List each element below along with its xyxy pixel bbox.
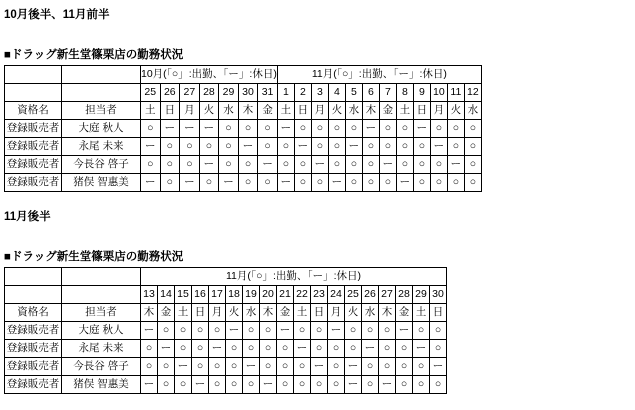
mark-cell: ○	[413, 174, 430, 192]
mark-cell: ○	[413, 138, 430, 156]
mark-cell: ー	[277, 322, 294, 340]
mark-cell: ー	[199, 156, 219, 174]
weekday-cell: 月	[180, 102, 200, 120]
mark-cell: ○	[277, 340, 294, 358]
column-header-qualification: 資格名	[5, 102, 62, 120]
mark-cell: ○	[345, 340, 362, 358]
mark-cell: ○	[396, 376, 413, 394]
section-heading-2: 11月後半	[4, 211, 51, 223]
weekday-cell: 月	[209, 304, 226, 322]
mark-cell: ○	[447, 120, 464, 138]
mark-cell: ー	[311, 156, 328, 174]
mark-cell: ○	[447, 138, 464, 156]
date-cell: 29	[219, 84, 239, 102]
mark-cell: ○	[294, 376, 311, 394]
mark-cell: ○	[192, 358, 209, 376]
mark-cell: ○	[175, 322, 192, 340]
mark-cell: ○	[464, 120, 481, 138]
staff-name-cell: 大庭 秋人	[62, 120, 141, 138]
weekday-cell: 火	[345, 304, 362, 322]
date-cell: 21	[277, 286, 294, 304]
mark-cell: ○	[277, 376, 294, 394]
qualification-cell: 登録販売者	[5, 120, 62, 138]
date-cell: 26	[160, 84, 180, 102]
blank-cell	[62, 66, 141, 84]
staff-name-cell: 永尾 未来	[62, 340, 141, 358]
date-cell: 24	[328, 286, 345, 304]
mark-cell: ー	[447, 156, 464, 174]
date-cell: 13	[141, 286, 158, 304]
weekday-cell: 月	[311, 102, 328, 120]
weekday-cell: 金	[277, 304, 294, 322]
table-row	[5, 120, 482, 138]
mark-cell: ○	[430, 120, 447, 138]
mark-cell: ○	[362, 174, 379, 192]
date-cell: 10	[430, 84, 447, 102]
table-row-month-header	[5, 268, 447, 286]
mark-cell: ー	[311, 358, 328, 376]
mark-cell: ○	[158, 358, 175, 376]
mark-cell: ー	[141, 174, 161, 192]
date-cell: 6	[362, 84, 379, 102]
mark-cell: ー	[277, 120, 294, 138]
month-group-label: 11月(「○」:出勤、「ー」:休日)	[141, 268, 447, 286]
date-cell: 27	[180, 84, 200, 102]
mark-cell: ー	[379, 376, 396, 394]
mark-cell: ○	[311, 340, 328, 358]
blank-cell	[5, 66, 62, 84]
mark-cell: ○	[379, 358, 396, 376]
mark-cell: ○	[464, 156, 481, 174]
weekday-cell: 土	[413, 304, 430, 322]
weekday-cell: 日	[160, 102, 180, 120]
weekday-cell: 金	[158, 304, 175, 322]
table-row-dates	[5, 84, 482, 102]
mark-cell: ー	[175, 358, 192, 376]
mark-cell: ○	[226, 358, 243, 376]
table-row	[5, 156, 482, 174]
weekday-cell: 日	[413, 102, 430, 120]
mark-cell: ○	[345, 174, 362, 192]
mark-cell: ー	[362, 120, 379, 138]
date-cell: 5	[345, 84, 362, 102]
weekday-cell: 火	[199, 102, 219, 120]
mark-cell: ー	[396, 174, 413, 192]
table-row	[5, 340, 447, 358]
mark-cell: ー	[219, 174, 239, 192]
schedule-table-1	[4, 65, 482, 192]
mark-cell: ○	[379, 340, 396, 358]
mark-cell: ○	[160, 156, 180, 174]
mark-cell: ○	[243, 322, 260, 340]
mark-cell: ○	[238, 120, 258, 138]
table-row-dates	[5, 286, 447, 304]
date-cell: 25	[141, 84, 161, 102]
date-cell: 26	[362, 286, 379, 304]
mark-cell: ー	[413, 340, 430, 358]
mark-cell: ○	[413, 358, 430, 376]
staff-name-cell: 永尾 未来	[62, 138, 141, 156]
mark-cell: ー	[238, 138, 258, 156]
mark-cell: ー	[345, 376, 362, 394]
mark-cell: ー	[160, 120, 180, 138]
date-cell: 28	[199, 84, 219, 102]
mark-cell: ○	[430, 376, 447, 394]
mark-cell: ○	[311, 120, 328, 138]
mark-cell: ○	[160, 138, 180, 156]
mark-cell: ー	[180, 174, 200, 192]
mark-cell: ○	[413, 376, 430, 394]
mark-cell: ー	[413, 120, 430, 138]
mark-cell: ○	[328, 120, 345, 138]
weekday-cell: 木	[238, 102, 258, 120]
weekday-cell: 木	[362, 102, 379, 120]
mark-cell: ○	[447, 174, 464, 192]
mark-cell: ○	[243, 340, 260, 358]
mark-cell: ○	[192, 322, 209, 340]
mark-cell: ○	[379, 120, 396, 138]
weekday-cell: 日	[311, 304, 328, 322]
qualification-cell: 登録販売者	[5, 156, 62, 174]
weekday-cell: 土	[294, 304, 311, 322]
weekday-cell: 日	[294, 102, 311, 120]
qualification-cell: 登録販売者	[5, 358, 62, 376]
mark-cell: ○	[260, 340, 277, 358]
mark-cell: ー	[362, 340, 379, 358]
qualification-cell: 登録販売者	[5, 138, 62, 156]
date-cell: 18	[226, 286, 243, 304]
mark-cell: ー	[180, 120, 200, 138]
mark-cell: ○	[362, 376, 379, 394]
month-group-label: 11月(「○」:出勤、「ー」:休日)	[277, 66, 481, 84]
blank-cell	[5, 84, 62, 102]
mark-cell: ○	[379, 138, 396, 156]
mark-cell: ○	[430, 340, 447, 358]
mark-cell: ○	[294, 156, 311, 174]
table-row	[5, 376, 447, 394]
date-cell: 23	[311, 286, 328, 304]
weekday-cell: 水	[362, 304, 379, 322]
mark-cell: ○	[345, 120, 362, 138]
mark-cell: ○	[396, 156, 413, 174]
qualification-cell: 登録販売者	[5, 174, 62, 192]
mark-cell: ー	[141, 376, 158, 394]
mark-cell: ー	[141, 322, 158, 340]
column-header-staff: 担当者	[62, 102, 141, 120]
blank-cell	[62, 286, 141, 304]
mark-cell: ー	[430, 138, 447, 156]
mark-cell: ○	[226, 340, 243, 358]
date-cell: 29	[413, 286, 430, 304]
date-cell: 30	[238, 84, 258, 102]
mark-cell: ○	[396, 340, 413, 358]
table-row-weekdays	[5, 102, 482, 120]
mark-cell: ー	[141, 138, 161, 156]
weekday-cell: 日	[430, 304, 447, 322]
date-cell: 8	[396, 84, 413, 102]
weekday-cell: 土	[277, 102, 294, 120]
weekday-cell: 日	[192, 304, 209, 322]
weekday-cell: 月	[430, 102, 447, 120]
section-upper	[0, 6, 482, 192]
date-cell: 25	[345, 286, 362, 304]
mark-cell: ー	[192, 376, 209, 394]
qualification-cell: 登録販売者	[5, 340, 62, 358]
table-row	[5, 322, 447, 340]
mark-cell: ○	[260, 322, 277, 340]
mark-cell: ー	[345, 138, 362, 156]
date-cell: 16	[192, 286, 209, 304]
date-cell: 30	[430, 286, 447, 304]
weekday-cell: 金	[396, 304, 413, 322]
mark-cell: ー	[243, 358, 260, 376]
mark-cell: ○	[430, 174, 447, 192]
mark-cell: ○	[464, 174, 481, 192]
date-cell: 28	[396, 286, 413, 304]
date-cell: 7	[379, 84, 396, 102]
mark-cell: ー	[226, 322, 243, 340]
table-row	[5, 138, 482, 156]
mark-cell: ○	[175, 340, 192, 358]
mark-cell: ○	[209, 376, 226, 394]
date-cell: 15	[175, 286, 192, 304]
date-cell: 1	[277, 84, 294, 102]
mark-cell: ○	[141, 120, 161, 138]
table-row	[5, 174, 482, 192]
blank-cell	[62, 268, 141, 286]
mark-cell: ー	[430, 358, 447, 376]
weekday-cell: 火	[447, 102, 464, 120]
mark-cell: ○	[294, 322, 311, 340]
table-row-month-header	[5, 66, 482, 84]
date-cell: 31	[258, 84, 278, 102]
mark-cell: ○	[311, 174, 328, 192]
weekday-cell: 水	[464, 102, 481, 120]
mark-cell: ○	[158, 376, 175, 394]
mark-cell: ○	[226, 376, 243, 394]
mark-cell: ○	[396, 358, 413, 376]
mark-cell: ○	[311, 322, 328, 340]
qualification-cell: 登録販売者	[5, 322, 62, 340]
blank-cell	[5, 268, 62, 286]
mark-cell: ○	[219, 156, 239, 174]
mark-cell: ○	[328, 376, 345, 394]
mark-cell: ○	[294, 358, 311, 376]
mark-cell: ○	[328, 156, 345, 174]
mark-cell: ー	[396, 322, 413, 340]
weekday-cell: 火	[226, 304, 243, 322]
date-cell: 17	[209, 286, 226, 304]
mark-cell: ○	[238, 174, 258, 192]
weekday-cell: 金	[258, 102, 278, 120]
mark-cell: ○	[362, 322, 379, 340]
table-title-2: ■ドラッグ新生堂篠栗店の勤務状況	[4, 251, 184, 263]
mark-cell: ○	[328, 358, 345, 376]
weekday-cell: 木	[379, 304, 396, 322]
date-cell: 3	[311, 84, 328, 102]
mark-cell: ○	[158, 322, 175, 340]
mark-cell: ○	[328, 340, 345, 358]
blank-cell	[5, 286, 62, 304]
mark-cell: ○	[464, 138, 481, 156]
mark-cell: ○	[362, 358, 379, 376]
mark-cell: ○	[277, 156, 294, 174]
mark-cell: ○	[430, 322, 447, 340]
mark-cell: ○	[311, 376, 328, 394]
mark-cell: ○	[238, 156, 258, 174]
date-cell: 14	[158, 286, 175, 304]
mark-cell: ○	[141, 340, 158, 358]
mark-cell: ○	[294, 120, 311, 138]
mark-cell: ○	[209, 358, 226, 376]
weekday-cell: 水	[345, 102, 362, 120]
mark-cell: ー	[294, 138, 311, 156]
weekday-cell: 土	[141, 102, 161, 120]
staff-name-cell: 猪俣 智惠美	[62, 376, 141, 394]
mark-cell: ○	[294, 174, 311, 192]
mark-cell: ○	[219, 138, 239, 156]
weekday-cell: 土	[175, 304, 192, 322]
date-cell: 27	[379, 286, 396, 304]
blank-cell	[62, 84, 141, 102]
table-title-1: ■ドラッグ新生堂篠栗店の勤務状況	[4, 49, 184, 61]
mark-cell: ○	[277, 138, 294, 156]
mark-cell: ○	[175, 376, 192, 394]
weekday-cell: 土	[396, 102, 413, 120]
mark-cell: ○	[141, 358, 158, 376]
weekday-cell: 木	[141, 304, 158, 322]
mark-cell: ○	[199, 138, 219, 156]
mark-cell: ○	[379, 322, 396, 340]
mark-cell: ○	[260, 358, 277, 376]
mark-cell: ○	[379, 174, 396, 192]
mark-cell: ○	[345, 322, 362, 340]
mark-cell: ○	[362, 156, 379, 174]
mark-cell: ー	[277, 174, 294, 192]
mark-cell: ○	[209, 322, 226, 340]
mark-cell: ○	[258, 120, 278, 138]
table-row-weekdays	[5, 304, 447, 322]
month-group-label: 10月(「○」:出勤、「ー」:休日)	[141, 66, 278, 84]
mark-cell: ○	[199, 174, 219, 192]
mark-cell: ○	[277, 358, 294, 376]
mark-cell: ○	[192, 340, 209, 358]
mark-cell: ー	[158, 340, 175, 358]
mark-cell: ○	[396, 138, 413, 156]
mark-cell: ー	[379, 156, 396, 174]
mark-cell: ○	[180, 156, 200, 174]
mark-cell: ー	[258, 156, 278, 174]
mark-cell: ○	[141, 156, 161, 174]
mark-cell: ○	[180, 138, 200, 156]
mark-cell: ○	[328, 138, 345, 156]
section-lower	[0, 208, 447, 394]
table-row	[5, 358, 447, 376]
date-cell: 9	[413, 84, 430, 102]
schedule-table-2	[4, 267, 447, 394]
mark-cell: ○	[430, 156, 447, 174]
staff-name-cell: 今長谷 啓子	[62, 156, 141, 174]
mark-cell: ○	[345, 156, 362, 174]
weekday-cell: 金	[379, 102, 396, 120]
column-header-staff: 担当者	[62, 304, 141, 322]
mark-cell: ー	[260, 376, 277, 394]
staff-name-cell: 今長谷 啓子	[62, 358, 141, 376]
mark-cell: ー	[294, 340, 311, 358]
date-cell: 2	[294, 84, 311, 102]
mark-cell: ○	[413, 322, 430, 340]
qualification-cell: 登録販売者	[5, 376, 62, 394]
mark-cell: ー	[328, 174, 345, 192]
weekday-cell: 水	[219, 102, 239, 120]
weekday-cell: 月	[328, 304, 345, 322]
weekday-cell: 木	[260, 304, 277, 322]
mark-cell: ○	[243, 376, 260, 394]
mark-cell: ー	[328, 322, 345, 340]
mark-cell: ー	[209, 340, 226, 358]
mark-cell: ー	[345, 358, 362, 376]
mark-cell: ○	[219, 120, 239, 138]
weekday-cell: 水	[243, 304, 260, 322]
date-cell: 11	[447, 84, 464, 102]
mark-cell: ○	[160, 174, 180, 192]
section-heading-1: 10月後半、11月前半	[4, 9, 110, 21]
mark-cell: ○	[258, 174, 278, 192]
date-cell: 22	[294, 286, 311, 304]
staff-name-cell: 大庭 秋人	[62, 322, 141, 340]
date-cell: 4	[328, 84, 345, 102]
mark-cell: ○	[396, 120, 413, 138]
mark-cell: ー	[199, 120, 219, 138]
column-header-qualification: 資格名	[5, 304, 62, 322]
mark-cell: ○	[362, 138, 379, 156]
date-cell: 20	[260, 286, 277, 304]
mark-cell: ○	[413, 156, 430, 174]
mark-cell: ○	[311, 138, 328, 156]
date-cell: 12	[464, 84, 481, 102]
weekday-cell: 火	[328, 102, 345, 120]
mark-cell: ○	[258, 138, 278, 156]
date-cell: 19	[243, 286, 260, 304]
staff-name-cell: 猪俣 智惠美	[62, 174, 141, 192]
